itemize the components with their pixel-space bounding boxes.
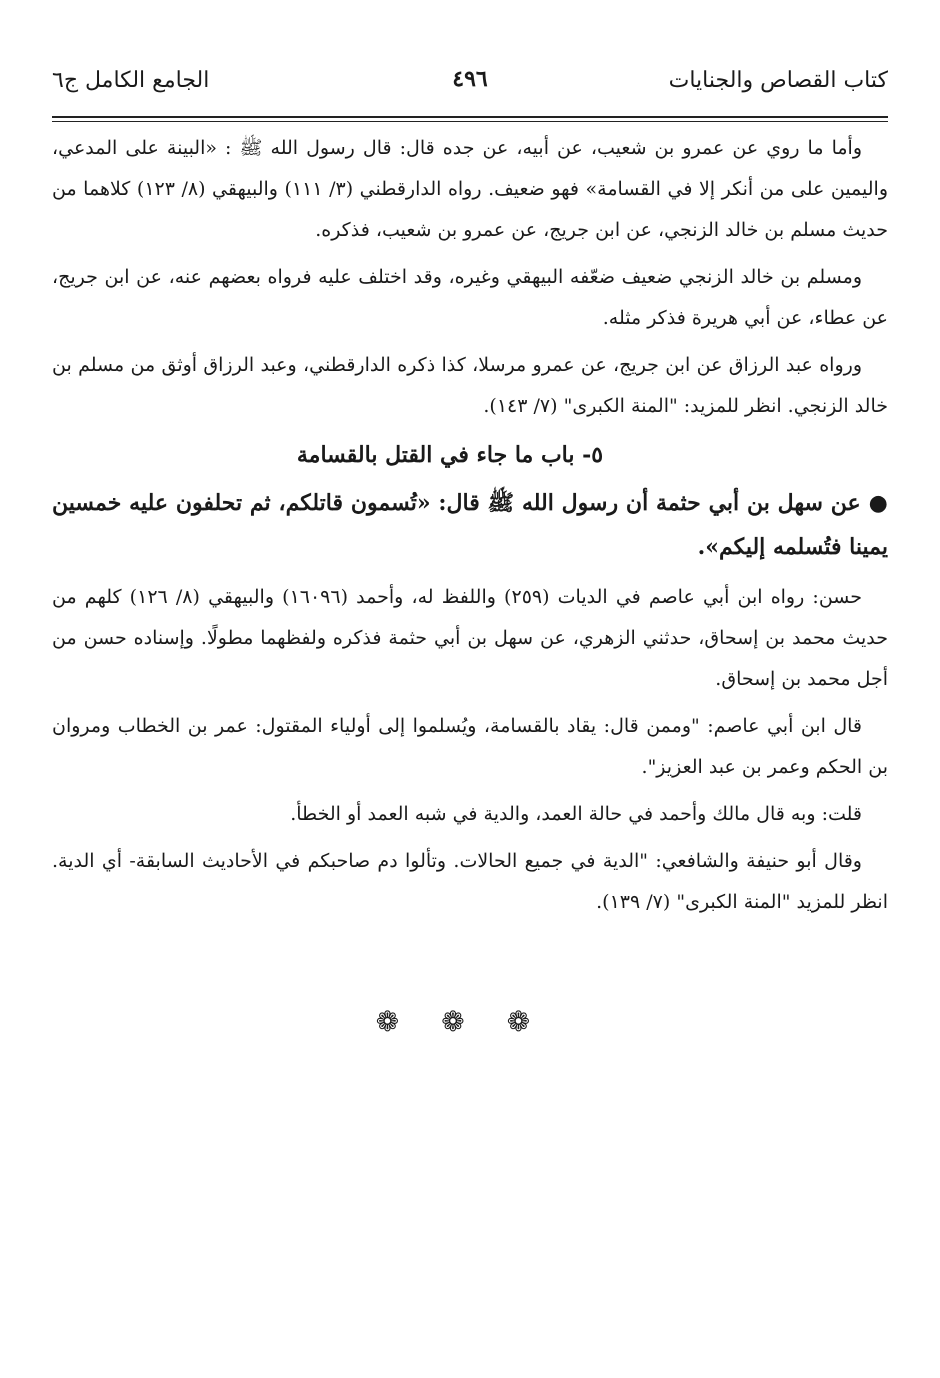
bullet-icon: ● <box>868 490 888 516</box>
page-number: ٤٩٦ <box>452 66 488 92</box>
paragraph-muslim-bin-khalid: ومسلم بن خالد الزنجي ضعيف ضعّفه البيهقي وغيره، وقد اختلف عليه فرواه بعضهم عنه، عن ابن جريج، عن عطاء، عن أبي هريرة فذكر مثله. <box>52 266 888 329</box>
header-rule-thick <box>52 116 888 118</box>
paragraph-takhrij: حسن: رواه ابن أبي عاصم في الديات (٢٥٩) واللفظ له، وأحمد (١٦٠٩٦) والبيهقي (٨/ ١٢٦) كلهم من حديث محمد بن إسحاق، حدثني الزهري، عن سهل بن أبي حثمة فذكره ولفظهما مطولًا. وإسناده حسن من أجل محمد بن إسحاق. <box>52 586 888 690</box>
flower-ornament-icon: ❁ <box>506 1005 565 1038</box>
hadith-text: عن سهل بن أبي حثمة أن رسول الله ﷺ قال: «تُسمون قاتلكم، ثم تحلفون عليه خمسين يمينا فتُسلمه إليكم». <box>52 490 888 560</box>
paragraph-abu-hanifa: وقال أبو حنيفة والشافعي: "الدية في جميع الحالات. وتألوا دم صاحبكم في الأحاديث السابقة- أي الدية. انظر للمزيد "المنة الكبرى" (٧/ ١٣٩). <box>52 850 888 913</box>
book-title: كتاب القصاص والجنايات <box>668 68 888 93</box>
paragraph-abdurrazzaq: ورواه عبد الرزاق عن ابن جريج، عن عمرو مرسلا، كذا ذكره الدارقطني، وعبد الرزاق أوثق من مسلم بن خالد الزنجي. انظر للمزيد: "المنة الكبرى" (٧/ ١٤٣). <box>52 354 888 417</box>
page-body <box>52 128 888 929</box>
volume-title: الجامع الكامل ج٦ <box>52 68 210 93</box>
flower-ornament-icon: ❁ <box>375 1005 434 1038</box>
hadith-text-block <box>52 481 888 569</box>
paragraph-amr-bin-shuayb: وأما ما روي عن عمرو بن شعيب، عن أبيه، عن جده قال: قال رسول الله ﷺ : «البينة على المدعي، واليمين على من أنكر إلا في القسامة» فهو ضعيف. رواه الدارقطني (٣/ ١١١) والبيهقي (٨/ ١٢٣) كلاهما من حديث مسلم بن خالد الزنجي، عن ابن جريج، عن عمرو بن شعيب، فذكره. <box>52 137 889 241</box>
page-header <box>52 62 888 112</box>
header-rule-thin <box>52 121 888 122</box>
paragraph-ibn-abi-asim: قال ابن أبي عاصم: "وممن قال: يقاد بالقسامة، ويُسلموا إلى أولياء المقتول: عمر بن الخطاب ومروان بن الحكم وعمر بن عبد العزيز". <box>52 715 888 778</box>
section-heading: ٥- باب ما جاء في القتل بالقسامة <box>296 442 604 468</box>
flower-ornament-icon: ❁ <box>441 1005 499 1038</box>
paragraph-qultu: قلت: وبه قال مالك وأحمد في حالة العمد، والدية في شبه العمد أو الخطأ. <box>290 803 862 825</box>
ornament-divider <box>0 1005 940 1038</box>
